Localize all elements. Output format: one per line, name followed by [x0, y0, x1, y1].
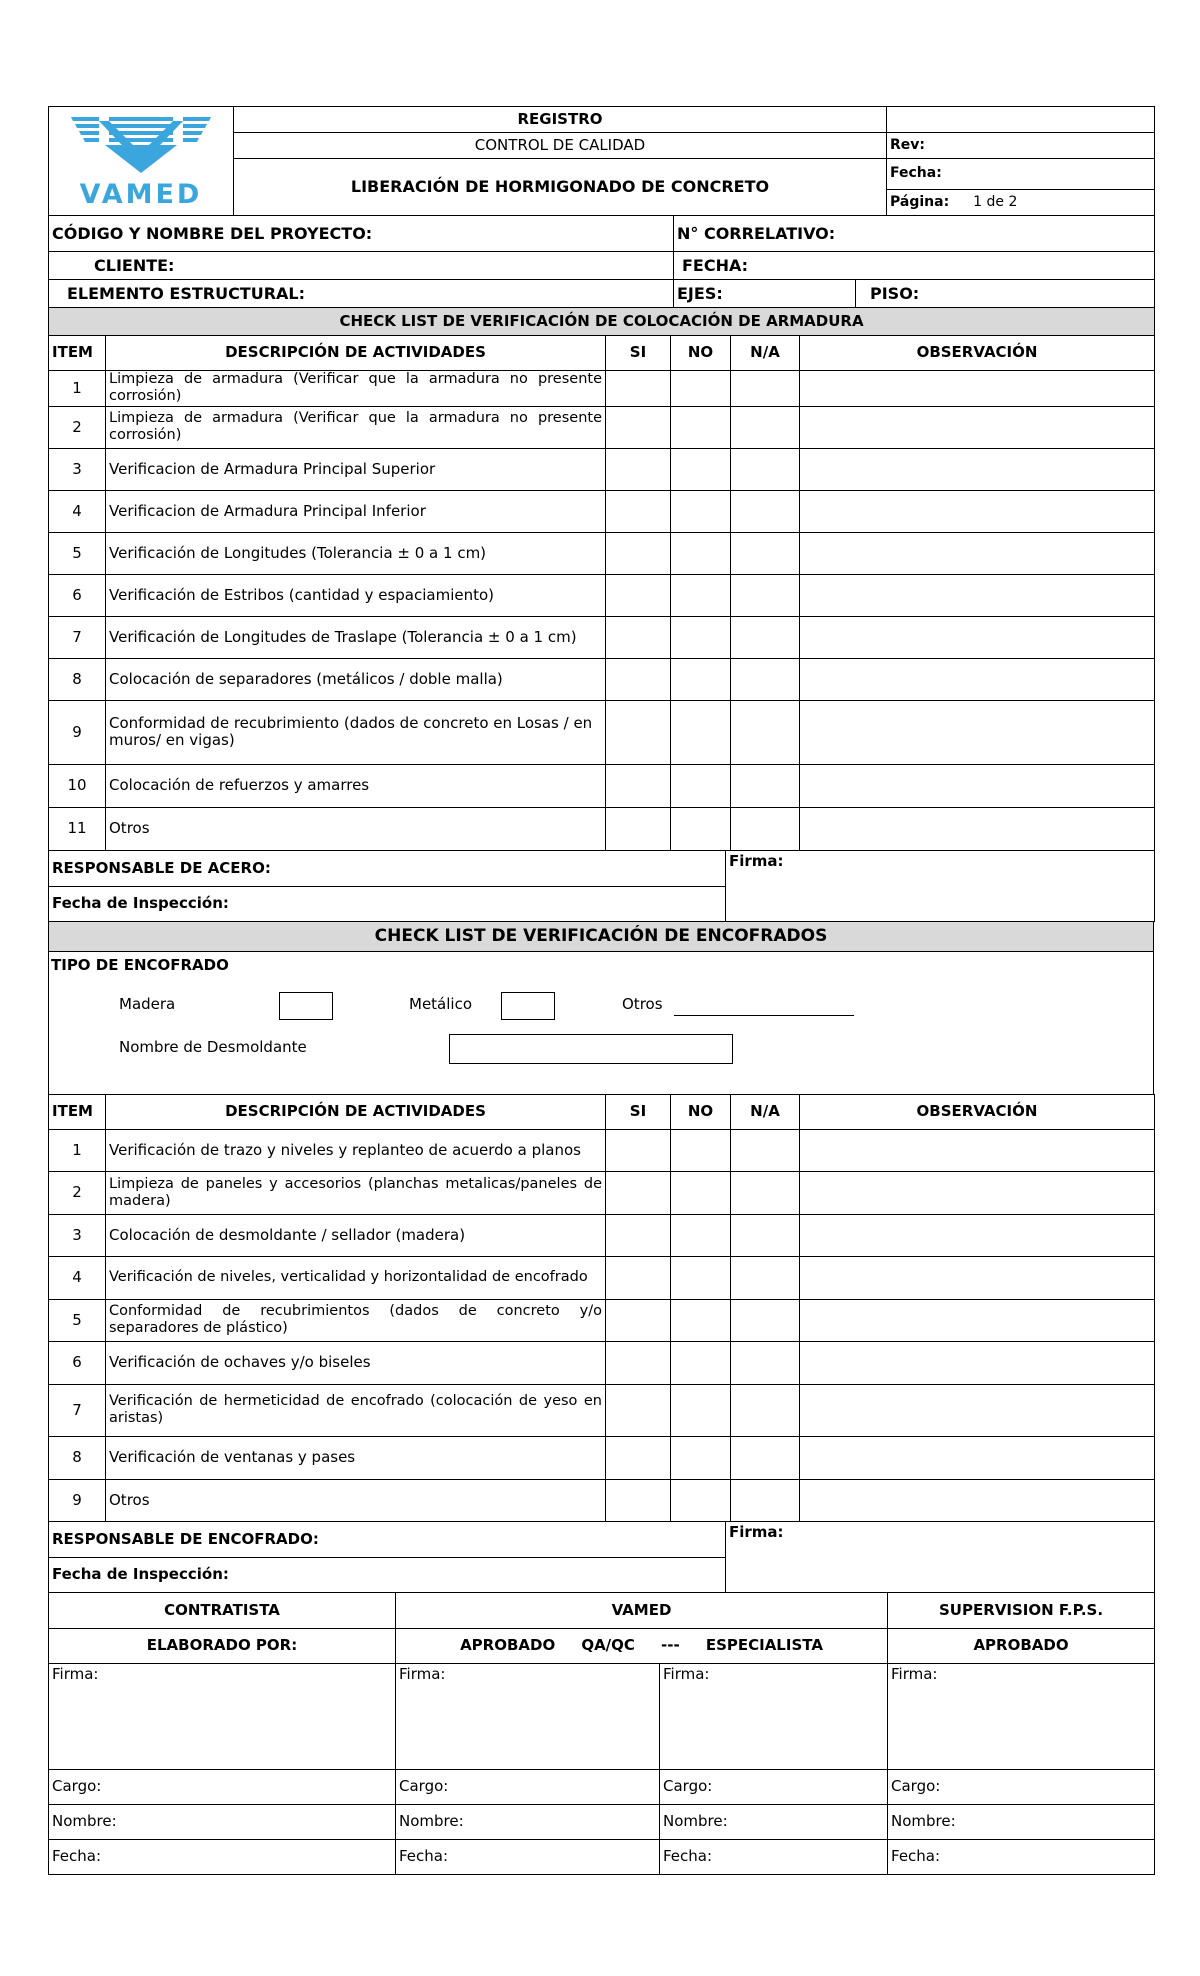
cargo-contratista[interactable]: Cargo: — [49, 1769, 396, 1804]
na-check[interactable] — [731, 532, 800, 574]
no-check[interactable] — [671, 807, 731, 850]
no-check[interactable] — [671, 1299, 731, 1341]
si-check[interactable] — [606, 1214, 671, 1256]
table-row: 4 Verificación de niveles, verticalidad y horizontalidad de encofrado — [49, 1256, 1155, 1299]
no-check[interactable] — [671, 574, 731, 616]
observacion-cell[interactable] — [800, 616, 1155, 658]
pagina-value: 1 de 2 — [973, 193, 1018, 210]
fecha-field[interactable]: FECHA: — [674, 251, 1155, 279]
otros-label: Otros — [622, 994, 663, 1013]
page-title: LIBERACIÓN DE HORMIGONADO DE CONCRETO — [234, 159, 887, 216]
na-check[interactable] — [731, 1384, 800, 1436]
na-check[interactable] — [731, 658, 800, 700]
table-row: 9 Otros — [49, 1479, 1155, 1521]
metalico-label: Metálico — [409, 994, 473, 1013]
na-check[interactable] — [731, 370, 800, 406]
si-check[interactable] — [606, 1299, 671, 1341]
fecha-supervision[interactable]: Fecha: — [888, 1839, 1155, 1874]
piso-field[interactable]: PISO: — [856, 279, 1155, 307]
no-check[interactable] — [671, 1129, 731, 1171]
si-check[interactable] — [606, 616, 671, 658]
observacion-cell[interactable] — [800, 764, 1155, 807]
na-check[interactable] — [731, 1341, 800, 1384]
no-check[interactable] — [671, 490, 731, 532]
no-check[interactable] — [671, 532, 731, 574]
correlativo-field[interactable]: N° CORRELATIVO: — [674, 215, 1155, 251]
aprobado-qa-header: APROBADO QA/QC --- ESPECIALISTA — [396, 1628, 888, 1663]
fecha-inspeccion-acero-field[interactable]: Fecha de Inspección: — [49, 886, 726, 921]
table-row: 7 Verificación de Longitudes de Traslape (Tolerancia ± 0 a 1 cm) — [49, 616, 1155, 658]
no-check[interactable] — [671, 1171, 731, 1214]
no-check[interactable] — [671, 1341, 731, 1384]
armadura-checklist — [48, 307, 1155, 851]
nombre-contratista[interactable]: Nombre: — [49, 1804, 396, 1839]
col-obs: OBSERVACIÓN — [800, 1094, 1155, 1129]
na-check[interactable] — [731, 1299, 800, 1341]
fecha-inspeccion-encofrado-field[interactable]: Fecha de Inspección: — [49, 1557, 726, 1592]
no-check[interactable] — [671, 370, 731, 406]
observacion-cell[interactable] — [800, 700, 1155, 764]
table-row: 6 Verificación de Estribos (cantidad y espaciamiento) — [49, 574, 1155, 616]
encofrado-checklist — [48, 1094, 1155, 1522]
signatures-table — [48, 1592, 1155, 1875]
col-item: ITEM — [49, 335, 106, 370]
observacion-cell[interactable] — [800, 1436, 1155, 1479]
pagina-label: Página: — [890, 193, 950, 210]
codigo-proyecto-field[interactable]: CÓDIGO Y NOMBRE DEL PROYECTO: — [49, 215, 674, 251]
elaborado-por-header: ELABORADO POR: — [49, 1628, 396, 1663]
si-check[interactable] — [606, 1384, 671, 1436]
armadura-section-title: CHECK LIST DE VERIFICACIÓN DE COLOCACIÓN DE ARMADURA — [49, 307, 1155, 335]
table-row: 8 Colocación de separadores (metálicos / doble malla) — [49, 658, 1155, 700]
si-check[interactable] — [606, 700, 671, 764]
aprobado-header: APROBADO — [888, 1628, 1155, 1663]
no-check[interactable] — [671, 658, 731, 700]
fecha-label: Fecha: — [887, 159, 1155, 190]
desmoldante-label: Nombre de Desmoldante — [119, 1037, 307, 1056]
observacion-cell[interactable] — [800, 1384, 1155, 1436]
no-check[interactable] — [671, 1214, 731, 1256]
nombre-qa[interactable]: Nombre: — [396, 1804, 660, 1839]
logo — [49, 107, 234, 216]
col-no: NO — [671, 1094, 731, 1129]
elemento-field[interactable]: ELEMENTO ESTRUCTURAL: — [49, 279, 674, 307]
na-check[interactable] — [731, 1171, 800, 1214]
observacion-cell[interactable] — [800, 1256, 1155, 1299]
na-check[interactable] — [731, 1436, 800, 1479]
na-check[interactable] — [731, 1214, 800, 1256]
table-row: 1 Limpieza de armadura (Verificar que la armadura no presente corrosión) — [49, 370, 1155, 406]
col-no: NO — [671, 335, 731, 370]
si-check[interactable] — [606, 1436, 671, 1479]
fecha-contratista[interactable]: Fecha: — [49, 1839, 396, 1874]
table-row: 9 Conformidad de recubrimiento (dados de concreto en Losas / en muros/ en vigas) — [49, 700, 1155, 764]
observacion-cell[interactable] — [800, 807, 1155, 850]
na-check[interactable] — [731, 764, 800, 807]
si-check[interactable] — [606, 532, 671, 574]
metalico-checkbox[interactable] — [501, 992, 555, 1020]
no-check[interactable] — [671, 1256, 731, 1299]
supervision-header: SUPERVISION F.P.S. — [888, 1592, 1155, 1628]
table-row: 2 Limpieza de paneles y accesorios (planchas metalicas/paneles de madera) — [49, 1171, 1155, 1214]
firma-acero-field[interactable]: Firma: — [726, 850, 1155, 921]
observacion-cell[interactable] — [800, 370, 1155, 406]
na-check[interactable] — [731, 616, 800, 658]
col-si: SI — [606, 335, 671, 370]
col-desc: DESCRIPCIÓN DE ACTIVIDADES — [106, 1094, 606, 1129]
si-check[interactable] — [606, 1171, 671, 1214]
col-desc: DESCRIPCIÓN DE ACTIVIDADES — [106, 335, 606, 370]
na-check[interactable] — [731, 490, 800, 532]
armadura-responsable-table — [48, 850, 1155, 922]
logo-text: VAMED — [79, 179, 203, 210]
header-table — [48, 106, 1155, 216]
no-check[interactable] — [671, 406, 731, 448]
form-page — [48, 106, 1154, 1875]
observacion-cell[interactable] — [800, 1129, 1155, 1171]
na-check[interactable] — [731, 700, 800, 764]
si-check[interactable] — [606, 1256, 671, 1299]
encofrado-section-title: CHECK LIST DE VERIFICACIÓN DE ENCOFRADOS — [49, 921, 1154, 951]
table-row: 10 Colocación de refuerzos y amarres — [49, 764, 1155, 807]
nombre-especialista[interactable]: Nombre: — [660, 1804, 888, 1839]
observacion-cell[interactable] — [800, 1171, 1155, 1214]
table-row: 8 Verificación de ventanas y pases — [49, 1436, 1155, 1479]
elemento-table — [48, 279, 1155, 308]
registro-label: REGISTRO — [234, 107, 887, 133]
responsable-acero-field[interactable]: RESPONSABLE DE ACERO: — [49, 850, 726, 886]
si-check[interactable] — [606, 370, 671, 406]
vamed-logo-icon — [49, 107, 234, 211]
col-na: N/A — [731, 335, 800, 370]
na-check[interactable] — [731, 574, 800, 616]
fecha-qa[interactable]: Fecha: — [396, 1839, 660, 1874]
observacion-cell[interactable] — [800, 658, 1155, 700]
table-row: 3 Verificacion de Armadura Principal Superior — [49, 448, 1155, 490]
no-check[interactable] — [671, 700, 731, 764]
table-row: 4 Verificacion de Armadura Principal Inferior — [49, 490, 1155, 532]
na-check[interactable] — [731, 807, 800, 850]
table-row: 2 Limpieza de armadura (Verificar que la armadura no presente corrosión) — [49, 406, 1155, 448]
si-check[interactable] — [606, 490, 671, 532]
firma-contratista[interactable]: Firma: — [49, 1663, 396, 1769]
si-check[interactable] — [606, 1341, 671, 1384]
observacion-cell[interactable] — [800, 448, 1155, 490]
no-check[interactable] — [671, 764, 731, 807]
na-check[interactable] — [731, 1129, 800, 1171]
observacion-cell[interactable] — [800, 1299, 1155, 1341]
encofrado-tipo-table — [48, 921, 1154, 1095]
tipo-encofrado-label: TIPO DE ENCOFRADO — [51, 955, 229, 974]
madera-checkbox[interactable] — [279, 992, 333, 1020]
observacion-cell[interactable] — [800, 532, 1155, 574]
nombre-supervision[interactable]: Nombre: — [888, 1804, 1155, 1839]
otros-input[interactable] — [674, 996, 854, 1016]
observacion-cell[interactable] — [800, 1341, 1155, 1384]
table-row: 11 Otros — [49, 807, 1155, 850]
project-info-table — [48, 215, 1155, 280]
si-check[interactable] — [606, 764, 671, 807]
si-check[interactable] — [606, 807, 671, 850]
responsable-encofrado-field[interactable]: RESPONSABLE DE ENCOFRADO: — [49, 1521, 726, 1557]
desmoldante-input[interactable] — [449, 1034, 733, 1064]
no-check[interactable] — [671, 616, 731, 658]
firma-especialista[interactable]: Firma: — [660, 1663, 888, 1769]
col-si: SI — [606, 1094, 671, 1129]
si-check[interactable] — [606, 448, 671, 490]
table-row: 1 Verificación de trazo y niveles y replanteo de acuerdo a planos — [49, 1129, 1155, 1171]
si-check[interactable] — [606, 574, 671, 616]
encofrado-responsable-table — [48, 1521, 1155, 1593]
ejes-field[interactable]: EJES: — [674, 279, 856, 307]
table-row: 5 Conformidad de recubrimientos (dados de concreto y/o separadores de plástico) — [49, 1299, 1155, 1341]
observacion-cell[interactable] — [800, 1214, 1155, 1256]
vamed-header: VAMED — [396, 1592, 888, 1628]
na-check[interactable] — [731, 406, 800, 448]
no-check[interactable] — [671, 1436, 731, 1479]
rev-label: Rev: — [887, 133, 1155, 159]
na-check[interactable] — [731, 448, 800, 490]
si-check[interactable] — [606, 1129, 671, 1171]
table-row: 6 Verificación de ochaves y/o biseles — [49, 1341, 1155, 1384]
fecha-especialista[interactable]: Fecha: — [660, 1839, 888, 1874]
observacion-cell[interactable] — [800, 406, 1155, 448]
no-check[interactable] — [671, 1479, 731, 1521]
observacion-cell[interactable] — [800, 1479, 1155, 1521]
table-row: 7 Verificación de hermeticidad de encofrado (colocación de yeso en aristas) — [49, 1384, 1155, 1436]
col-obs: OBSERVACIÓN — [800, 335, 1155, 370]
no-check[interactable] — [671, 448, 731, 490]
si-check[interactable] — [606, 406, 671, 448]
col-na: N/A — [731, 1094, 800, 1129]
observacion-cell[interactable] — [800, 490, 1155, 532]
na-check[interactable] — [731, 1256, 800, 1299]
observacion-cell[interactable] — [800, 574, 1155, 616]
cargo-especialista[interactable]: Cargo: — [660, 1769, 888, 1804]
no-check[interactable] — [671, 1384, 731, 1436]
control-calidad-label: CONTROL DE CALIDAD — [234, 133, 887, 159]
firma-encofrado-field[interactable]: Firma: — [726, 1521, 1155, 1592]
table-row: 5 Verificación de Longitudes (Tolerancia ± 0 a 1 cm) — [49, 532, 1155, 574]
na-check[interactable] — [731, 1479, 800, 1521]
contratista-header: CONTRATISTA — [49, 1592, 396, 1628]
firma-supervision[interactable]: Firma: — [888, 1663, 1155, 1769]
madera-label: Madera — [119, 994, 176, 1013]
cargo-qa[interactable]: Cargo: — [396, 1769, 660, 1804]
si-check[interactable] — [606, 1479, 671, 1521]
cliente-field[interactable]: CLIENTE: — [49, 251, 674, 279]
firma-qa[interactable]: Firma: — [396, 1663, 660, 1769]
si-check[interactable] — [606, 658, 671, 700]
col-item: ITEM — [49, 1094, 106, 1129]
cargo-supervision[interactable]: Cargo: — [888, 1769, 1155, 1804]
table-row: 3 Colocación de desmoldante / sellador (madera) — [49, 1214, 1155, 1256]
